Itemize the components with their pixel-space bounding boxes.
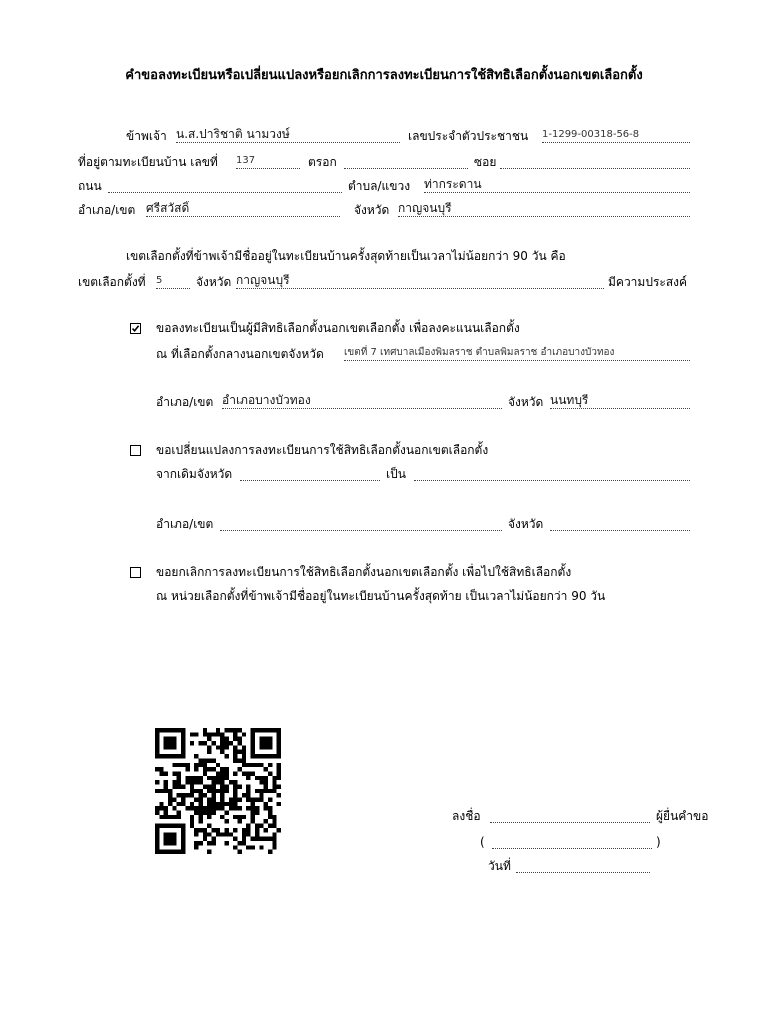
option3-text-line1: ขอยกเลิกการลงทะเบียนการใช้สิทธิเลือกตั้งนอกเขตเลือกตั้ง เพื่อไปใช้สิทธิเลือกตั้ง bbox=[156, 565, 572, 579]
constituency-sentence: เขตเลือกตั้งที่ข้าพเจ้ามีชื่ออยู่ในทะเบียนบ้านครั้งสุดท้ายเป็นเวลาไม่น้อยกว่า 90 วัน คือ bbox=[126, 249, 566, 263]
alley-label: ตรอก bbox=[308, 155, 337, 169]
province-label: จังหวัด bbox=[354, 203, 390, 217]
date-label: วันที่ bbox=[488, 859, 511, 873]
form-title: คำขอลงทะเบียนหรือเปลี่ยนแปลงหรือยกเลิกการลงทะเบียนการใช้สิทธิเลือกตั้งนอกเขตเลือกตั้ง bbox=[125, 68, 643, 83]
province-field[interactable]: กาญจนบุรี bbox=[398, 201, 690, 217]
subdistrict-field[interactable]: ท่ากระดาน bbox=[424, 177, 690, 193]
option2-to-field[interactable] bbox=[414, 465, 690, 481]
option1-district-field[interactable]: อำเภอบางบัวทอง bbox=[222, 393, 502, 409]
id-field[interactable]: 1-1299-00318-56-8 bbox=[542, 127, 690, 143]
option3-checkbox[interactable] bbox=[130, 567, 141, 578]
alley-field[interactable] bbox=[344, 153, 468, 169]
constituency-no-field[interactable]: 5 bbox=[156, 273, 190, 289]
signature-field[interactable] bbox=[490, 807, 650, 823]
date-field[interactable] bbox=[516, 857, 650, 873]
option1-province-label: จังหวัด bbox=[508, 395, 544, 409]
check-icon bbox=[131, 324, 140, 333]
road-label: ถนน bbox=[78, 179, 102, 193]
printed-name-field[interactable] bbox=[492, 833, 652, 849]
option2-province-field[interactable] bbox=[550, 515, 690, 531]
option2-checkbox[interactable] bbox=[130, 445, 141, 456]
soi-field[interactable] bbox=[500, 153, 690, 169]
option2-from-label: จากเดิมจังหวัด bbox=[156, 467, 233, 481]
district-field[interactable]: ศรีสวัสดิ์ bbox=[146, 201, 340, 217]
qr-code-icon bbox=[155, 728, 281, 854]
option2-district-field[interactable] bbox=[220, 515, 502, 531]
district-label: อำเภอ/เขต bbox=[78, 203, 136, 217]
constituency-province-field[interactable]: กาญจนบุรี bbox=[236, 273, 604, 289]
name-field[interactable]: น.ส.ปาริชาติ นามวงษ์ bbox=[176, 127, 400, 143]
option2-province-label: จังหวัด bbox=[508, 517, 544, 531]
option1-place-label: ณ ที่เลือกตั้งกลางนอกเขตจังหวัด bbox=[156, 347, 324, 361]
constituency-province-label: จังหวัด bbox=[196, 275, 232, 289]
applicant-label: ผู้ยื่นคำขอ bbox=[656, 809, 709, 823]
option2-district-label: อำเภอ/เขต bbox=[156, 517, 214, 531]
option2-text: ขอเปลี่ยนแปลงการลงทะเบียนการใช้สิทธิเลือกตั้งนอกเขตเลือกตั้ง bbox=[156, 443, 489, 457]
house-no-label: ที่อยู่ตามทะเบียนบ้าน เลขที่ bbox=[78, 155, 218, 169]
sign-label: ลงชื่อ bbox=[452, 809, 481, 823]
road-field[interactable] bbox=[108, 177, 342, 193]
option1-district-label: อำเภอ/เขต bbox=[156, 395, 214, 409]
option1-checkbox[interactable] bbox=[130, 323, 141, 334]
close-paren: ) bbox=[656, 835, 661, 849]
option1-place-field[interactable]: เขตที่ 7 เทศบาลเมืองพิมลราช ตำบลพิมลราช อำเภอบางบัวทอง bbox=[344, 345, 690, 361]
open-paren: ( bbox=[480, 835, 485, 849]
soi-label: ซอย bbox=[474, 155, 497, 169]
house-no-field[interactable]: 137 bbox=[236, 153, 300, 169]
option3-text-line2: ณ หน่วยเลือกตั้งที่ข้าพเจ้ามีชื่ออยู่ในทะเบียนบ้านครั้งสุดท้าย เป็นเวลาไม่น้อยกว่า 90 วัน bbox=[156, 589, 606, 603]
constituency-no-label: เขตเลือกตั้งที่ bbox=[78, 275, 146, 289]
option2-from-field[interactable] bbox=[240, 465, 380, 481]
option1-text: ขอลงทะเบียนเป็นผู้มีสิทธิเลือกตั้งนอกเขตเลือกตั้ง เพื่อลงคะแนนเลือกตั้ง bbox=[156, 321, 520, 335]
option2-to-label: เป็น bbox=[386, 467, 406, 481]
intent-label: มีความประสงค์ bbox=[608, 275, 688, 289]
name-label: ข้าพเจ้า bbox=[126, 129, 167, 143]
option1-province-field[interactable]: นนทบุรี bbox=[550, 393, 690, 409]
id-label: เลขประจำตัวประชาชน bbox=[408, 129, 529, 143]
subdistrict-label: ตำบล/แขวง bbox=[348, 179, 411, 193]
